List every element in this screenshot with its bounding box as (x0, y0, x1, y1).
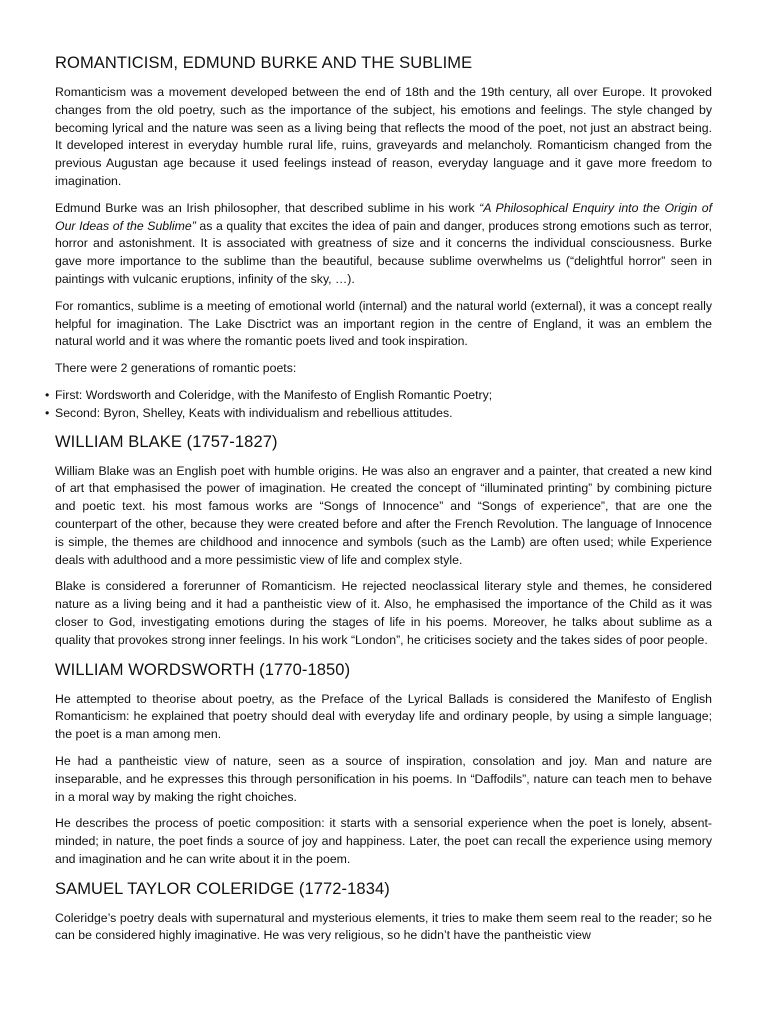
paragraph-blake-1: William Blake was an English poet with humble origins. He was also an engraver and a painter, that created a new kind of art that emphasised the power of imagination. He created the concept of “illuminated printing” by combining picture and poetic text. his most famous works are “Songs of Innocence” and “Songs of experience”, that are one the counterpart of the other, because they were created before and after the French Revolution. The language of Innocence is simple, the themes are childhood and innocence and symbols (such as the Lamb) are often used; while Experience deals with adulthood and a more pessimistic view of life and complex style. (55, 463, 712, 567)
list-item (45, 387, 712, 405)
paragraph-romanticism-intro: Romanticism was a movement developed between the end of 18th and the 19th century, all over Europe. It provoked changes from the old poetry, such as the importance of the subject, his emotions and feelings. The style changed by becoming lyrical and the nature was seen as a living being that reflects the mood of the poet, not just an abstract being. It developed interest in everyday humble rural life, ruins, graveyards and melancholy. Romanticism changed from the previous Augustan age because it used feelings instead of reason, everyday language and it gave more freedom to imagination. (55, 85, 712, 188)
bullet-icon: • (45, 387, 50, 402)
list-item-text: First: Wordsworth and Coleridge, with the Manifesto of English Romantic Poetry; (55, 387, 493, 402)
list-item-text: Second: Byron, Shelley, Keats with individualism and rebellious attitudes. (55, 405, 453, 420)
generations-list (45, 387, 712, 423)
paragraph-sublime-romantics: For romantics, sublime is a meeting of emotional world (internal) and the natural world (external), it was a concept really helpful for imagination. The Lake Disctrict was an important region in the centre of England, it was an emblem the natural world and it was where the romantic poets lived and took inspiration. (55, 298, 712, 349)
heading-romanticism: ROMANTICISM, EDMUND BURKE AND THE SUBLIME (55, 54, 473, 72)
list-item (45, 405, 712, 423)
paragraph-generations: There were 2 generations of romantic poets: (55, 361, 297, 376)
heading-blake: WILLIAM BLAKE (1757-1827) (55, 432, 278, 451)
paragraph-wordsworth-2: He had a pantheistic view of nature, seen as a source of inspiration, consolation and joy. Man and nature are inseparable, and he expresses this through personification in his poems. In “Daffodils”, nature can teach men to behave in a moral way by making the right choiches. (55, 753, 712, 804)
paragraph-blake-2: Blake is considered a forerunner of Romanticism. He rejected neoclassical literary style and themes, he considered nature as a living being and it had a pantheistic view of it. Also, he emphasised the importance of the Child as it was closer to God, investigating emotions during the stages of life in his poems. Moreover, he talks about sublime as a quality that provokes strong inner feelings. In his work “London”, he criticises society and the takes sides of poor people. (55, 579, 712, 647)
burke-text-before: Edmund Burke was an Irish philosopher, that described sublime in his work (55, 200, 480, 215)
burke-work-title: “A Philosophical Enquiry into the Origin of Our Ideas of the Sublime” (55, 200, 712, 233)
paragraph-wordsworth-1: He attempted to theorise about poetry, as the Preface of the Lyrical Ballads is considered the Manifesto of English Romanticism: he explained that poetry should deal with everyday life and ordinary people, by using a simple language; the poet is a man among men. (55, 691, 712, 742)
heading-wordsworth: WILLIAM WORDSWORTH (1770-1850) (55, 660, 351, 679)
bullet-icon: • (45, 405, 50, 420)
paragraph-wordsworth-3: He describes the process of poetic composition: it starts with a sensorial experience when the poet is lonely, absent-minded; in nature, the poet finds a source of joy and happiness. Later, the poet can recall the experience using memory and imagination and he can write about it in the poem. (55, 816, 712, 866)
heading-coleridge: SAMUEL TAYLOR COLERIDGE (1772-1834) (55, 879, 390, 898)
burke-text-after: as a quality that excites the idea of pain and danger, produces strong emotions such as terror, horror and astonishment. It is associated with greatness of size and it concerns the individual consciousness. Burke gave more importance to the sublime than the beautiful, because sublime overwhelms us (“delightful horror” seen in paintings with vulcanic eruptions, infinity of the sky, …). (55, 218, 712, 286)
paragraph-burke (55, 200, 712, 289)
paragraph-coleridge-1: Coleridge’s poetry deals with supernatural and mysterious elements, it tries to make them seem real to the reader; so he can be considered highly imaginative. He was very religious, so he didn’t have the pantheistic view (55, 910, 712, 943)
